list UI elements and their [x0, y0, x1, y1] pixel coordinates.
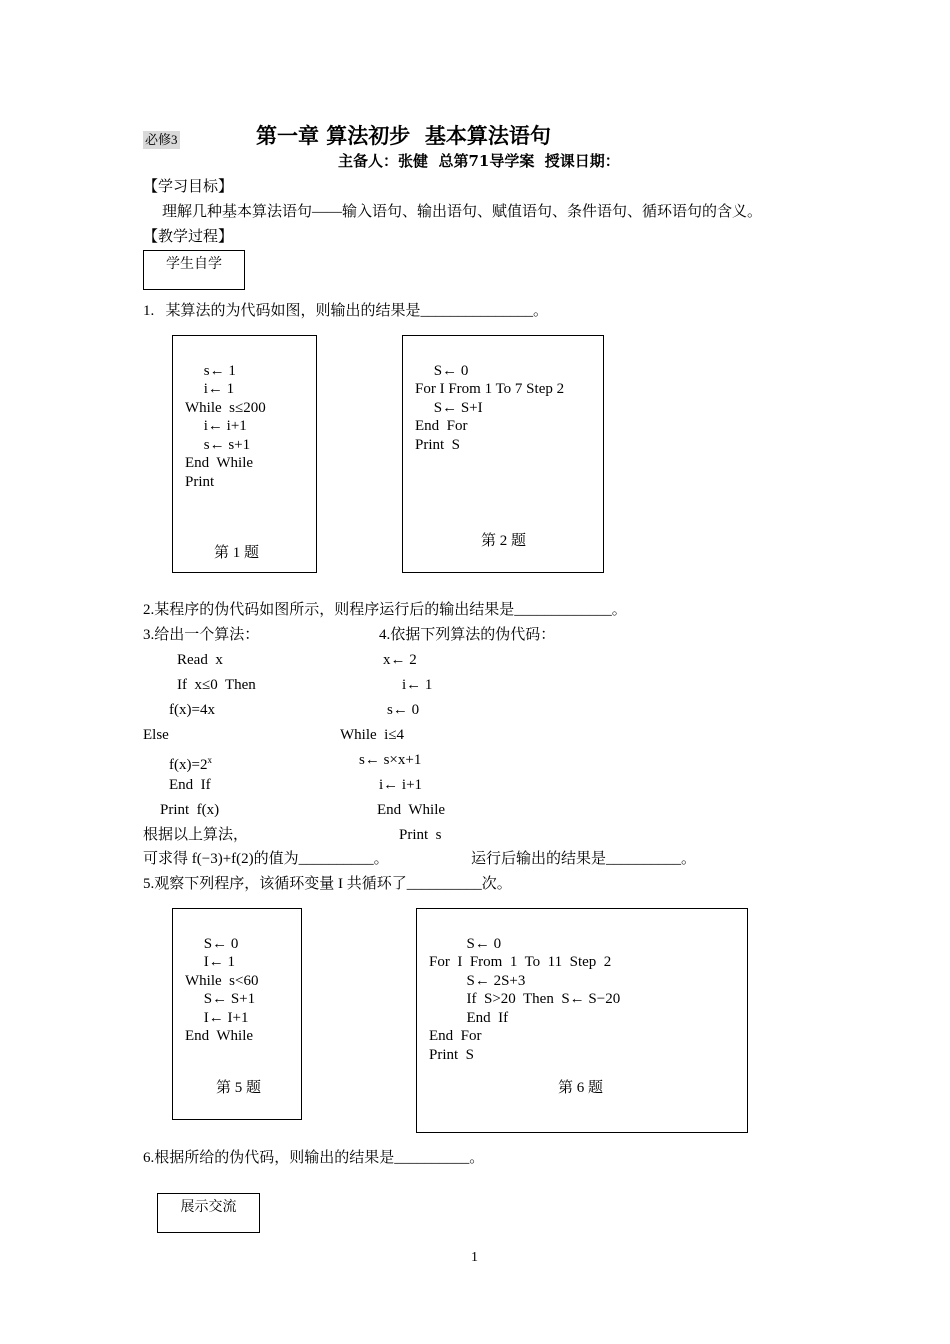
q3-line-9: 可求得 f(−3)+f(2)的值为__________。 — [143, 851, 389, 867]
q3-line-5-base: f(x)=2 — [169, 757, 208, 773]
question-4-heading: 4.依据下列算法的伪代码： — [379, 627, 556, 643]
code-line: For I From 1 To 11 Step 2 — [429, 954, 612, 970]
code-box-2-caption: 第 2 题 — [481, 533, 527, 549]
q4-line-3: s← 0 — [387, 702, 420, 718]
question-6: 6.根据所给的伪代码，则输出的结果是__________。 — [143, 1150, 485, 1166]
code-box-1-lines — [185, 343, 266, 510]
code-line: Print S — [415, 436, 461, 453]
code-line: S← 0 — [415, 362, 469, 379]
self-study-label: 学生自学 — [166, 257, 222, 272]
course-badge: 必修3 — [145, 132, 178, 147]
q3-line-1: Read x — [177, 652, 223, 668]
q4-line-7: End While — [377, 802, 446, 818]
code-line: I← I+1 — [185, 1009, 249, 1026]
code-line: s← 1 — [185, 362, 236, 379]
code-line: s← s+1 — [185, 436, 251, 453]
q4-line-4: While i≤4 — [340, 727, 405, 743]
q4-line-2: i← 1 — [402, 677, 433, 693]
question-1: 1. 某算法的为代码如图，则输出的结果是_______________。 — [143, 303, 549, 319]
code-line: End For — [415, 418, 468, 434]
code-line: End For — [429, 1028, 482, 1044]
code-box-5-lines — [185, 916, 258, 1064]
exchange-box — [157, 1193, 260, 1233]
q3-line-4: Else — [143, 727, 169, 743]
q4-line-6: i← i+1 — [379, 777, 423, 793]
q4-line-1: x← 2 — [383, 652, 417, 668]
q3-line-8: 根据以上算法， — [143, 827, 249, 843]
code-line: End While — [185, 455, 254, 471]
question-5: 5.观察下列程序，该循环变量 I 共循环了__________次。 — [143, 876, 512, 892]
code-line: I← 1 — [185, 954, 235, 970]
q3-line-5 — [169, 751, 212, 774]
q4-line-5: s← s×x+1 — [359, 752, 422, 768]
q3-line-7: Print f(x) — [160, 802, 220, 818]
process-heading: 【教学过程】 — [143, 229, 234, 245]
code-line: S← S+1 — [185, 991, 256, 1007]
code-line: i← 1 — [185, 381, 235, 397]
q3-line-2: If x≤0 Then — [177, 677, 256, 693]
code-line: S← S+I — [415, 399, 483, 416]
code-line: S← 0 — [185, 935, 239, 952]
code-line: If S>20 Then S← S−20 — [429, 991, 621, 1007]
code-box-5-caption: 第 5 题 — [216, 1080, 262, 1096]
code-line: S← 0 — [429, 935, 502, 952]
code-line: S← 2S+3 — [429, 972, 526, 989]
question-3-heading: 3.给出一个算法： — [143, 627, 260, 643]
code-line: While s≤200 — [185, 399, 266, 416]
code-box-6-lines — [429, 916, 620, 1083]
code-line: i← i+1 — [185, 418, 247, 434]
question-2: 2.某程序的伪代码如图所示，则程序运行后的输出结果是_____________。 — [143, 602, 627, 618]
page-title: 第一章 算法初步 基本算法语句 — [256, 123, 551, 148]
page-number: 1 — [471, 1250, 478, 1265]
code-line: End If — [429, 1009, 509, 1026]
goals-heading: 【学习目标】 — [143, 179, 234, 195]
exchange-label: 展示交流 — [180, 1200, 237, 1215]
q3-line-6: End If — [169, 777, 211, 793]
q3-line-3: f(x)=4x — [169, 702, 215, 718]
code-box-1-caption: 第 1 题 — [214, 545, 260, 561]
q4-line-8: Print s — [399, 827, 442, 843]
code-line: While s<60 — [185, 972, 259, 989]
code-line: Print — [185, 473, 215, 490]
goals-text: 理解几种基本算法语句——输入语句、输出语句、赋值语句、条件语句、循环语句的含义。 — [162, 204, 763, 220]
code-line: End While — [185, 1028, 254, 1044]
q3-line-5-exponent: x — [207, 755, 212, 765]
self-study-box — [143, 250, 245, 290]
code-line: Print S — [429, 1046, 475, 1063]
code-box-6-caption: 第 6 题 — [558, 1080, 604, 1096]
code-line: For I From 1 To 7 Step 2 — [415, 381, 565, 397]
code-box-2-lines — [415, 343, 564, 473]
page-subtitle: 主备人：张健 总第71导学案 授课日期： — [338, 152, 620, 170]
q4-line-9: 运行后输出的结果是__________。 — [471, 851, 697, 867]
